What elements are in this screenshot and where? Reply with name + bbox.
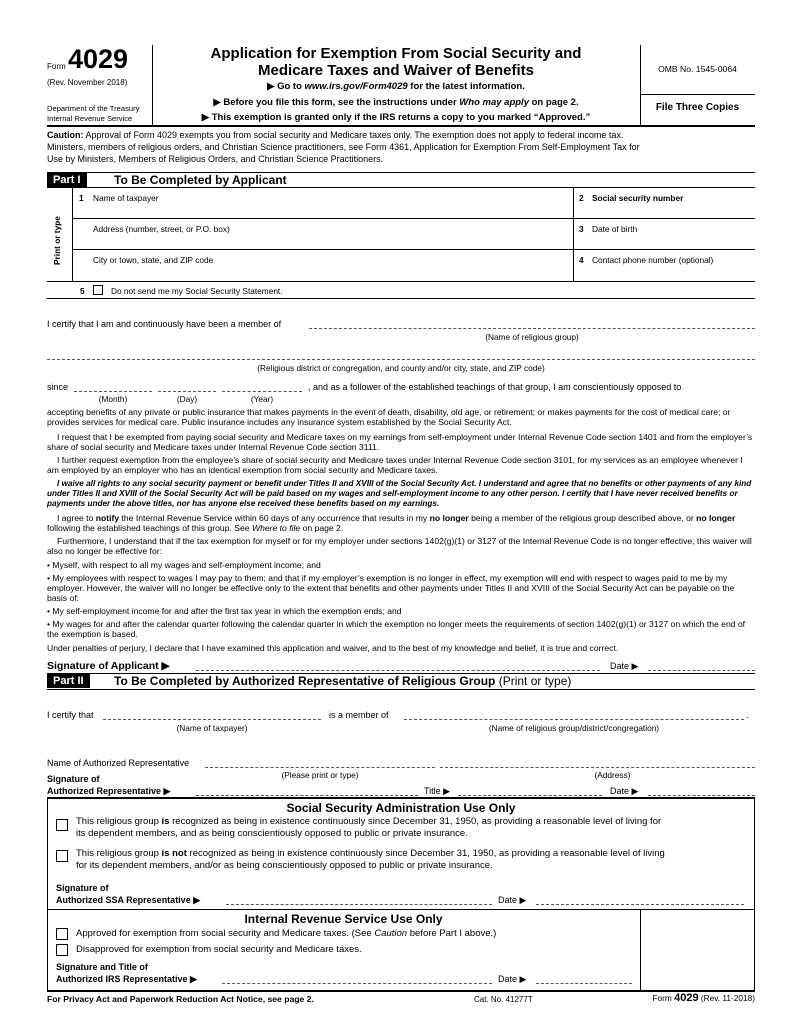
applicant-signature-line[interactable] bbox=[196, 670, 600, 671]
religious-group-caption: (Name of religious group) bbox=[485, 332, 579, 342]
rep-name-label: Name of Authorized Representative bbox=[47, 758, 190, 768]
dept-treasury: Department of the Treasury bbox=[47, 104, 140, 113]
phone-field[interactable] bbox=[574, 265, 754, 280]
since-day-line[interactable] bbox=[158, 391, 216, 392]
phone-label: Contact phone number (optional) bbox=[592, 255, 714, 265]
rep-date-label: Date ▶ bbox=[610, 786, 639, 796]
taxpayer-name-label: Name of taxpayer bbox=[93, 193, 159, 203]
notify-paragraph: I agree to notify the Internal Revenue Service within 60 days of any occurrence that results in my no longer being a member of the religious group described above, or no longer following the established teachings of this group. See Where to file on page 2. bbox=[47, 513, 736, 533]
rep-date-line[interactable] bbox=[648, 795, 755, 796]
since-label: since bbox=[47, 382, 69, 392]
ssa-date-line[interactable] bbox=[536, 904, 744, 905]
certify-member-text: I certify that I am and continuously have been a member of bbox=[47, 319, 282, 329]
no-statement-checkbox[interactable] bbox=[93, 285, 103, 295]
employee-exemption-paragraph: I further request exemption from the employee’s share of social security and Medicare taxes under Internal Revenue Code section 3101, for my services as an employee whenever I am employed by an employer who has an identical exemption from social security and Medicare taxes. bbox=[47, 455, 743, 475]
omb-number: OMB No. 1545-0064 bbox=[658, 64, 737, 74]
please-print-caption: (Please print or type) bbox=[281, 770, 359, 780]
district-line[interactable] bbox=[47, 359, 755, 360]
catalog-number: Cat. No. 41277T bbox=[474, 995, 533, 1004]
rep-title-line[interactable] bbox=[458, 795, 602, 796]
irs-signature-line[interactable] bbox=[222, 983, 492, 984]
member-of-label: is a member of bbox=[329, 710, 389, 720]
bullet-self-employment: • My self-employment income for and after the first tax year in which the exemption ends; and bbox=[47, 606, 402, 616]
dob-field[interactable] bbox=[574, 234, 754, 249]
ssa-recognized-text: This religious group is recognized as being in existence continuously since December 31, 1950, as providing a reasonable level of living for its dependent members, and as being conscientiously opposed to public or private insurance. bbox=[76, 816, 662, 839]
form-revision: (Rev. November 2018) bbox=[47, 78, 128, 87]
year-caption: (Year) bbox=[250, 394, 274, 404]
goto-line: ▶ Go to www.irs.gov/Form4029 for the latest information. bbox=[267, 81, 525, 92]
part1-tag: Part I bbox=[47, 173, 87, 187]
religious-group-line[interactable] bbox=[309, 328, 755, 329]
part1-title: To Be Completed by Applicant bbox=[114, 173, 287, 187]
form-number: 4029 bbox=[68, 44, 129, 74]
privacy-notice: For Privacy Act and Paperwork Reduction Act Notice, see page 2. bbox=[47, 994, 314, 1004]
ssa-signature-label: Authorized SSA Representative ▶ bbox=[56, 895, 201, 905]
taxpayer-name-field[interactable] bbox=[73, 203, 572, 218]
bullet-wages: • My wages for and after the calendar quarter following the calendar quarter in which the exemption no longer meets the requirements of section 1402(g)(1) or 3127 on which the end of the exemption is based. bbox=[47, 619, 746, 639]
city-field[interactable] bbox=[73, 265, 572, 280]
taxpayer-name-caption: (Name of taxpayer) bbox=[176, 723, 248, 733]
rep-address-line[interactable] bbox=[440, 767, 755, 768]
bullet-myself: • Myself, with respect to all my wages and self-employment income; and bbox=[47, 560, 321, 570]
ssa-heading: Social Security Administration Use Only bbox=[286, 801, 516, 815]
irs-date-line[interactable] bbox=[536, 983, 632, 984]
irs-url-link[interactable]: www.irs.gov/Form4029 bbox=[304, 81, 408, 92]
request-exemption-paragraph: I request that I be exempted from paying social security and Medicare taxes on my earnings from self-employment under Internal Revenue Code section 1401 and from the employer’s share of social security and Medicare taxes under Internal Revenue Code section 3111. bbox=[47, 432, 753, 452]
district-caption: (Religious district or congregation, and county and/or city, state, and ZIP code) bbox=[257, 363, 545, 373]
ssn-label: Social security number bbox=[592, 193, 684, 203]
ssa-recognized-checkbox[interactable] bbox=[56, 819, 68, 831]
since-year-line[interactable] bbox=[222, 391, 302, 392]
part2-tag: Part II bbox=[47, 674, 90, 688]
since-tail-text: , and as a follower of the established teachings of that group, I am conscientiously opposed to bbox=[308, 382, 682, 392]
before-filing-line: ▶ Before you file this form, see the instructions under Who may apply on page 2. bbox=[213, 97, 579, 108]
month-caption: (Month) bbox=[98, 394, 128, 404]
waiver-paragraph: I waive all rights to any social security payment or benefit under Titles II and XVIII of the Social Security Act. I understand and agree that no benefits or other payments of any kind under Titles II and XVIII of the Social Security Act will be paid based on my wages and self-employment income to any other person. I certify that I have never received benefits or payments under the above titles, nor has anyone else received these benefits based on my earnings. bbox=[47, 479, 752, 508]
form-title: Application for Exemption From Social Security and Medicare Taxes and Waiver of Benefits bbox=[210, 45, 582, 79]
caution-note: Caution: Approval of Form 4029 exempts you from social security and Medicare taxes only. The exemption does not apply to federal income tax. Ministers, members of religious orders, and Christian Science practitioners, see Form 4361, Application for Exemption From Self-Employment Tax for Use by Ministers, Members of Religious Orders, and Christian Science Practitioners. bbox=[47, 130, 640, 164]
ssa-signature-line[interactable] bbox=[226, 904, 492, 905]
ssa-not-recognized-checkbox[interactable] bbox=[56, 850, 68, 862]
form-word: Form bbox=[47, 62, 66, 71]
irs-signature-label: Authorized IRS Representative ▶ bbox=[56, 974, 197, 984]
print-or-type-label: Print or type bbox=[52, 216, 62, 265]
footer-form-id: Form 4029 (Rev. 11-2018) bbox=[652, 992, 755, 1004]
granted-line: ▶ This exemption is granted only if the IRS returns a copy to you marked “Approved.” bbox=[201, 112, 591, 123]
address-label: Address (number, street, or P.O. box) bbox=[93, 224, 230, 234]
ssa-not-recognized-text: This religious group is not recognized as being in existence continuously since December 31, 1950, as providing a reasonable level of living for its dependent members, and/or as being conscientiously opposed to public or private insurance. bbox=[76, 848, 665, 871]
irs-date-label: Date ▶ bbox=[498, 974, 527, 984]
bullet-employees: • My employees with respect to wages I may pay to them; and that if my employer’s exemption is no longer in effect, my exemption will end with respect to wages paid to me by my employer. However, the waiver will no longer be effective only to the extent that benefits and other payments under Titles II and XVIII of the Social Security Act can be payable on the basis of: bbox=[47, 573, 735, 603]
ssn-field[interactable] bbox=[574, 203, 754, 218]
part2-title: To Be Completed by Authorized Representative of Religious Group (Print or type) bbox=[114, 674, 572, 688]
ssa-date-label: Date ▶ bbox=[498, 895, 527, 905]
irs-name: Internal Revenue Service bbox=[47, 114, 133, 123]
rep-title-label: Title ▶ bbox=[424, 786, 451, 796]
group-name-line[interactable] bbox=[404, 719, 744, 720]
taxpayer-name-line[interactable] bbox=[103, 719, 321, 720]
irs-disapproved-text: Disapproved for exemption from social security and Medicare taxes. bbox=[76, 944, 362, 955]
since-month-line[interactable] bbox=[74, 391, 152, 392]
irs-heading: Internal Revenue Service Use Only bbox=[244, 912, 443, 926]
address-caption: (Address) bbox=[594, 770, 631, 780]
rep-name-line[interactable] bbox=[205, 767, 435, 768]
city-label: City or town, state, and ZIP code bbox=[93, 255, 214, 265]
certify-that-label: I certify that bbox=[47, 710, 94, 720]
applicant-date-line[interactable] bbox=[648, 670, 755, 671]
irs-disapproved-checkbox[interactable] bbox=[56, 944, 68, 956]
file-copies: File Three Copies bbox=[655, 102, 740, 113]
group-name-caption: (Name of religious group/district/congregation) bbox=[488, 723, 660, 733]
dob-label: Date of birth bbox=[592, 224, 638, 234]
day-caption: (Day) bbox=[176, 394, 198, 404]
rep-signature-line[interactable] bbox=[196, 795, 418, 796]
applicant-signature-label: Signature of Applicant ▶ bbox=[47, 660, 170, 672]
irs-approved-text: Approved for exemption from social security and Medicare taxes. (See Caution before Part I above.) bbox=[76, 928, 497, 939]
address-field[interactable] bbox=[73, 234, 572, 249]
no-statement-label: Do not send me my Social Security Statement. bbox=[111, 286, 283, 296]
irs-approved-checkbox[interactable] bbox=[56, 928, 68, 940]
rep-signature-label: Authorized Representative ▶ bbox=[47, 786, 171, 796]
perjury-statement: Under penalties of perjury, I declare that I have examined this application and waiver, and to the best of my knowledge and belief, it is true and correct. bbox=[47, 643, 619, 653]
furthermore-paragraph: Furthermore, I understand that if the tax exemption for myself or for my employer under sections 1402(g)(1) or 3127 of the Internal Revenue Code is no longer effective, this waiver will also no longer be effective for: bbox=[47, 536, 752, 556]
applicant-date-label: Date ▶ bbox=[610, 661, 639, 671]
insurance-paragraph: accepting benefits of any private or public insurance that makes payments in the event of death, disability, old age, or retirement; or makes payments for the cost of medical care; or provides services for medical care. Public insurance includes any insurance system established by the Social Security Act. bbox=[47, 407, 731, 427]
